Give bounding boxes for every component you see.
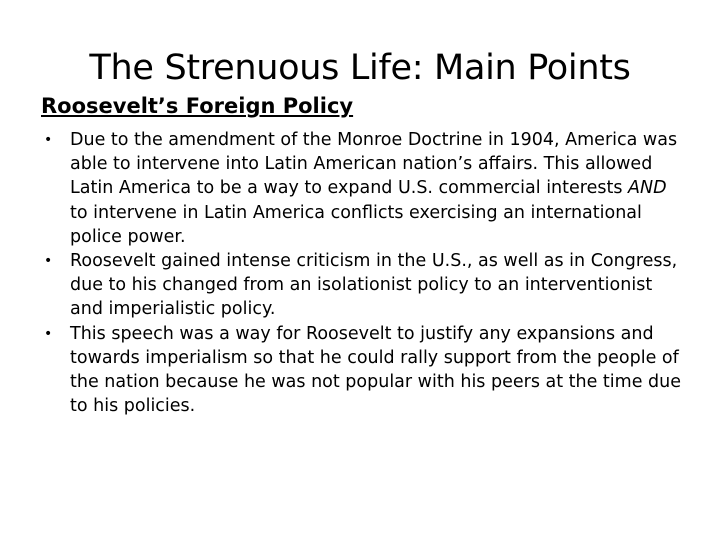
bullet-marker: •	[44, 253, 53, 270]
bullet-text: Due to the amendment of the Monroe Doctrine in 1904, America was able to intervene into Latin American nation’s affairs. This allowed Latin America to be a way to expand U.S. commercial interests AND to intervene in Latin America conflicts exercising an international police power.	[70, 130, 678, 247]
bullet-item	[41, 322, 681, 419]
slide-title: The Strenuous Life: Main Points	[89, 48, 631, 88]
bullet-item	[41, 249, 681, 322]
bullet-list	[41, 128, 681, 418]
section-heading: Roosevelt’s Foreign Policy	[41, 94, 354, 118]
bullet-marker: •	[44, 325, 53, 342]
bullet-text: This speech was a way for Roosevelt to justify any expansions and towards imperialism so that he could rally support from the people of the nation because he was not popular with his peers at the time due to his policies.	[70, 323, 681, 417]
bullet-emphasis: AND	[628, 178, 667, 199]
bullet-text: Roosevelt gained intense criticism in the U.S., as well as in Congress, due to his changed from an isolationist policy to an interventionist and imperialistic policy.	[70, 251, 678, 320]
bullet-marker: •	[44, 132, 53, 148]
bullet-item	[41, 128, 681, 249]
